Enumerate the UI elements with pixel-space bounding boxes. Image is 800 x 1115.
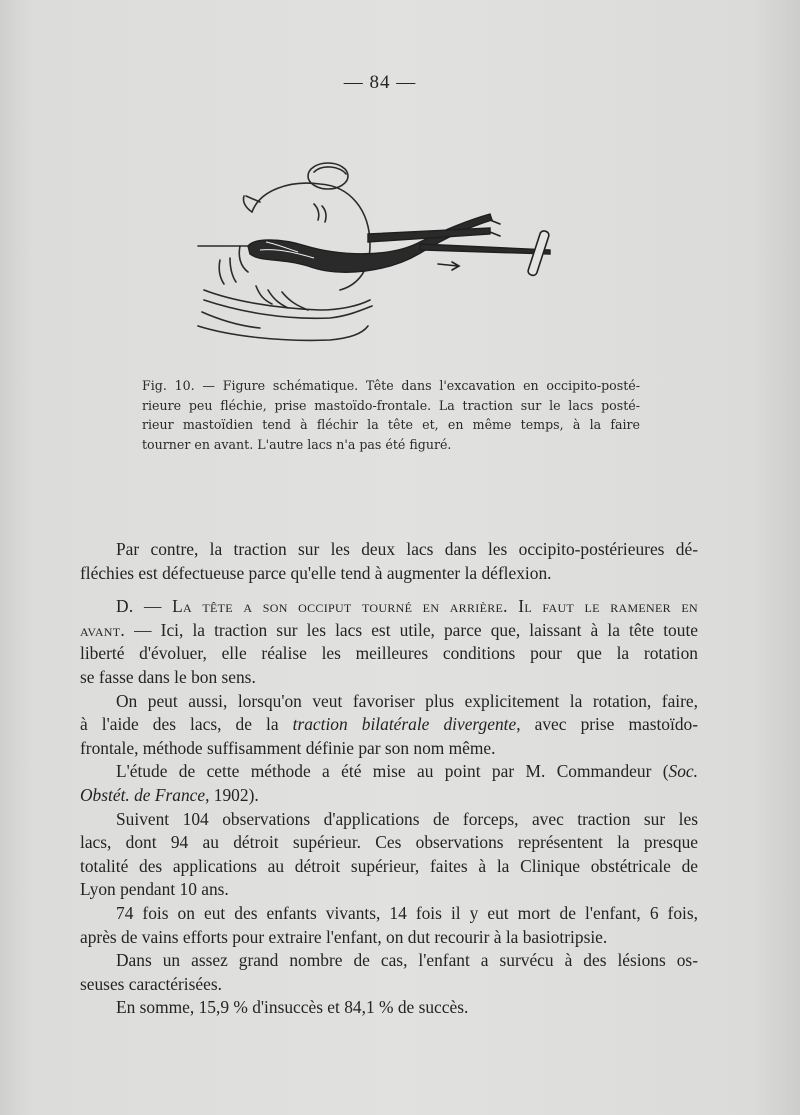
text-line: Dans un assez grand nombre de cas, l'enfant a survécu à des lésions os- xyxy=(116,950,698,971)
text-line: Suivent 104 observations d'applications de forceps, avec traction sur les xyxy=(116,808,698,829)
text-fragment: — Ici, la traction sur les lacs est utile, parce que, laissant à la tête toute xyxy=(125,619,698,640)
text-fragment: , avec prise mastoïdo- xyxy=(516,714,698,735)
text-fragment: L'étude de cette méthode a été mise au point par M. Commandeur ( xyxy=(116,761,669,782)
italic-journal: Obstét. de France xyxy=(80,784,206,805)
text-fragment: , 1902). xyxy=(205,784,259,805)
text-line xyxy=(80,784,698,808)
body-text xyxy=(80,538,698,1020)
paragraph-gap xyxy=(80,585,698,595)
text-line: seuses caractérisées. xyxy=(80,973,222,994)
text-line xyxy=(80,760,698,784)
text-line: lacs, dont 94 au détroit supérieur. Ces observations représentent la presque xyxy=(80,832,698,853)
section-heading-cont: avant. xyxy=(80,619,126,640)
text-line: Lyon pendant 10 ans. xyxy=(80,879,229,900)
forceps-traction-illustration xyxy=(190,150,580,350)
text-line: On peut aussi, lorsqu'on veut favoriser plus explicitement la rotation, faire, xyxy=(116,690,698,711)
caption-line: tourner en avant. L'autre lacs n'a pas été figuré. xyxy=(142,436,452,452)
section-heading: D. — La tête a son occiput tourné en arrière. Il faut le ramener en xyxy=(116,596,698,617)
figure-caption xyxy=(118,376,640,454)
text-line xyxy=(80,619,698,643)
section-heading-line xyxy=(80,595,698,619)
text-line xyxy=(80,713,698,737)
text-line: liberté d'évoluer, elle réalise les meilleures conditions pour que la rotation xyxy=(80,643,698,664)
text-line: frontale, méthode suffisamment définie par son nom même. xyxy=(80,737,496,758)
text-fragment: à l'aide des lacs, de la xyxy=(80,714,293,735)
text-line: En somme, 15,9 % d'insuccès et 84,1 % de succès. xyxy=(116,997,469,1018)
text-line: Par contre, la traction sur les deux lacs dans les occipito-postérieures dé- xyxy=(116,539,698,559)
text-line: 74 fois on eut des enfants vivants, 14 fois il y eut mort de l'enfant, 6 fois, xyxy=(116,902,698,923)
text-line: totalité des applications au détroit supérieur, faites à la Clinique obstétricale de xyxy=(80,855,698,876)
caption-line: Fig. 10. — Figure schématique. Tête dans l'excavation en occipito-posté- xyxy=(142,378,640,393)
caption-line: rieur mastoïdien tend à fléchir la tête et, en même temps, à la faire xyxy=(142,417,640,432)
text-line: après de vains efforts pour extraire l'enfant, on dut recourir à la basiotripsie. xyxy=(80,926,608,947)
text-line: se fasse dans le bon sens. xyxy=(80,666,256,687)
text-line: fléchies est défectueuse parce qu'elle tend à augmenter la déflexion. xyxy=(80,562,552,583)
page-number: — 84 — xyxy=(343,72,417,93)
italic-term: traction bilatérale divergente xyxy=(292,714,517,735)
italic-journal: Soc. xyxy=(668,761,698,782)
caption-line: rieure peu fléchie, prise mastoïdo-frontale. La traction sur le lacs posté- xyxy=(142,397,640,413)
